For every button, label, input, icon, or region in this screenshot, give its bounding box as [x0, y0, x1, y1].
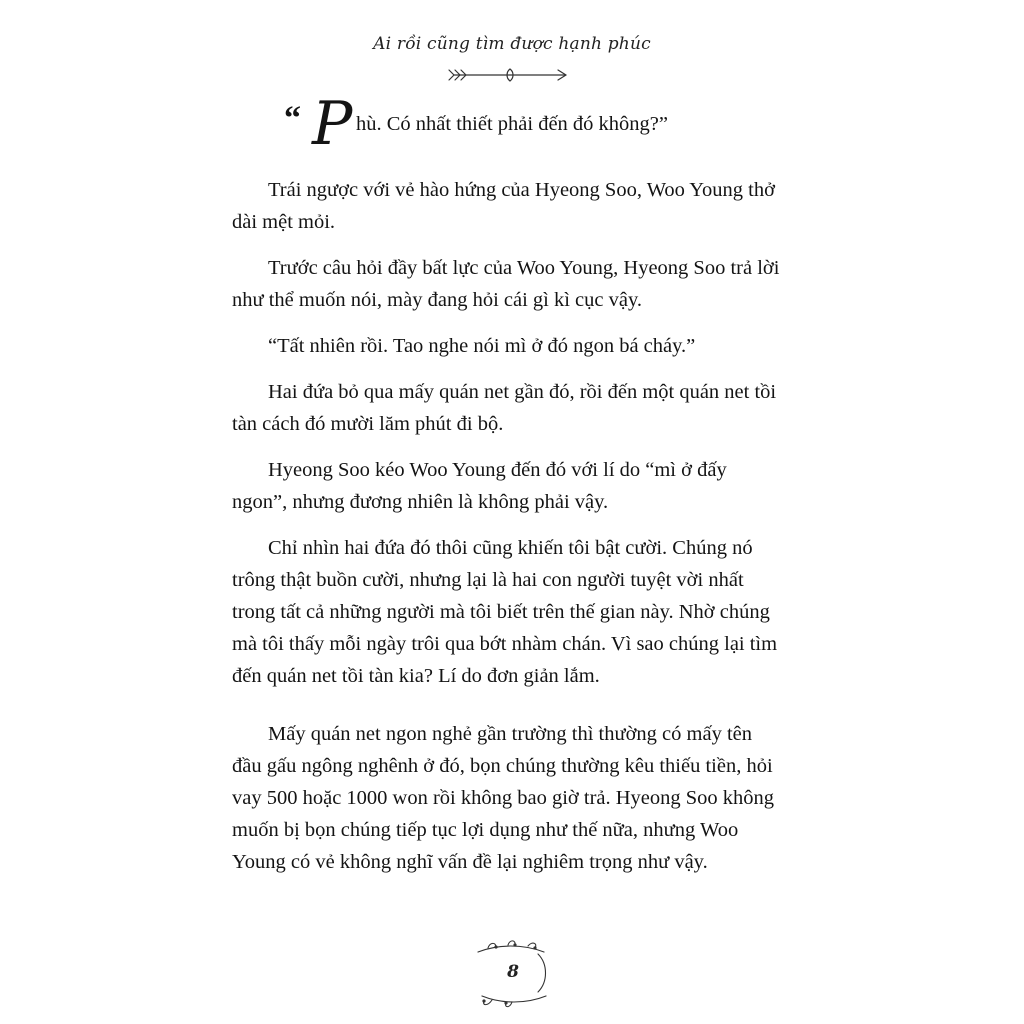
page-number: 8 — [507, 962, 519, 982]
paragraph: Mấy quán net ngon nghẻ gần trường thì thường có mấy tên đầu gấu ngông nghênh ở đó, bọn chúng thường kêu thiếu tiền, hỏi vay 500 hoặc 1000 won rồi không bao giờ trả. Hyeong Soo không muốn bị bọn chúng tiếp tục lợi dụng như thế nữa, nhưng Woo Young có vẻ không nghĩ vấn đề lại nghiêm trọng như vậy. — [232, 723, 775, 873]
paragraph: Trước câu hỏi đầy bất lực của Woo Young, Hyeong Soo trả lời như thể muốn nói, mày đang hỏi cái gì kì cục vậy. — [232, 257, 780, 311]
drop-cap: P — [312, 89, 353, 159]
paragraph: Trái ngược với vẻ hào hứng của Hyeong Soo, Woo Young thở dài mệt mỏi. — [232, 179, 775, 233]
running-header: Ai rồi cũng tìm được hạnh phúc — [373, 34, 651, 54]
paragraph: Chỉ nhìn hai đứa đó thôi cũng khiến tôi bật cười. Chúng nó trông thật buồn cười, nhưng lại là hai con người tuyệt vời nhất trong tất cả những người mà tôi biết trên thế gian này. Nhờ chúng mà tôi thấy mỗi ngày trôi qua bớt nhàm chán. Vì sao chúng lại tìm đến quán net tồi tàn kia? Lí do đơn giản lắm. — [232, 537, 778, 687]
paragraph: “Tất nhiên rồi. Tao nghe nói mì ở đó ngon bá cháy.” — [268, 335, 696, 357]
arrow-ornament-icon — [448, 64, 572, 86]
opening-text: hù. Có nhất thiết phải đến đó không?” — [356, 113, 668, 135]
opening-paragraph — [232, 89, 780, 159]
paragraph: Hai đứa bỏ qua mấy quán net gần đó, rồi đến một quán net tồi tàn cách đó mười lăm phút đi bộ. — [232, 381, 777, 435]
body-text — [232, 89, 780, 892]
paragraph: Hyeong Soo kéo Woo Young đến đó với lí do “mì ở đấy ngon”, nhưng đương nhiên là không phải vậy. — [232, 459, 727, 513]
opening-quote-mark: “ — [284, 100, 301, 137]
page-folio — [468, 938, 558, 1010]
